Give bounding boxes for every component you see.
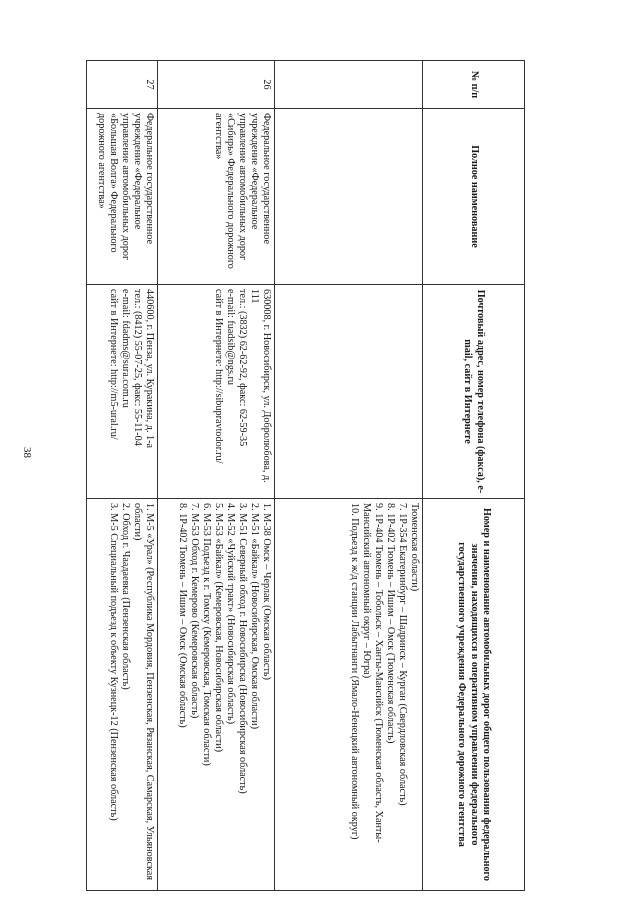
email-line: e-mail: fdadms@sura.com.ru bbox=[119, 289, 131, 408]
email-line: e-mail: fuadsib@ngs.ru bbox=[224, 289, 236, 385]
row-address bbox=[87, 285, 158, 499]
road-item: 1. М-38 Омск – Черлак (Омская область) bbox=[261, 503, 272, 680]
road-item: 7. М-53 Обход г. Кемерово (Кемеровская область) bbox=[188, 503, 200, 719]
road-item: 4. М-52 «Чуйский тракт» (Новосибирская область) bbox=[224, 503, 236, 725]
page-number: 38 bbox=[21, 447, 33, 458]
road-item: 2. Обход г. Чаадаевка (Пензенская область) bbox=[119, 503, 131, 690]
website-line: сайт в Интернете: http://m5-ural.ru/ bbox=[107, 289, 119, 440]
header-address: Почтовый адрес, номер телефона (факса), e-mail, сайт в Интернете bbox=[423, 285, 525, 499]
table-row bbox=[158, 61, 275, 891]
road-item: 8. 1Р-402 Тюмень – Ишим – Омск (Тюменская область) bbox=[384, 503, 396, 744]
phone-line: тел.: (3832) 62-62-92, факс: 62-59-35 bbox=[236, 289, 248, 447]
website-line: сайт в Интернете: http://sibupravtodor.ru/ bbox=[212, 289, 224, 464]
row-name bbox=[275, 109, 423, 285]
road-item: 1. М-5 «Урал» (Республика Мордовия, Пензенская, Рязанская, Самарская, Ульяновская области) bbox=[131, 503, 155, 881]
row-roads bbox=[87, 499, 158, 891]
row-num bbox=[275, 61, 423, 109]
row-num: 26 bbox=[158, 61, 275, 109]
rotated-page bbox=[87, 60, 525, 890]
road-item: 7. 1Р-354 Екатеринбург – Шадринск – Курган (Свердловская область) bbox=[396, 503, 408, 806]
agencies-table bbox=[86, 60, 525, 891]
header-roads: Номер и наименование автомобильных дорог общего пользования федерального значения, находящихся в оперативном управлении федерального государственного учреждения Федерального дорожного агентства bbox=[423, 499, 525, 891]
address-line: 440600, г. Пенза, ул. Куракина, д. 1-а bbox=[144, 289, 155, 449]
road-item: 6. М-53 Подъезд к г. Томску (Кемеровская, Томская области) bbox=[200, 503, 212, 766]
row-name: Федеральное государственное учреждение «Федеральное управление автомобильных дорог «Большая Волга» Федерального дорожного агентства» bbox=[87, 109, 158, 285]
row-num: 27 bbox=[87, 61, 158, 109]
road-item: 8. 1Р-402 Тюмень – Ишим – Омск (Омская область) bbox=[176, 503, 188, 728]
road-item: 2. М-51 «Байкал» (Новосибирская, Омская области) bbox=[248, 503, 260, 729]
table-row bbox=[275, 61, 423, 891]
table-header-row bbox=[423, 61, 525, 891]
table-row bbox=[87, 61, 158, 891]
road-item: Тюменская области) bbox=[409, 503, 420, 592]
header-num: № п/п bbox=[423, 61, 525, 109]
row-roads bbox=[275, 499, 423, 891]
address-line: 630008, г. Новосибирск, ул. Добролюбова, д. 111 bbox=[248, 289, 272, 483]
row-address bbox=[275, 285, 423, 499]
road-item: 5. М-53 «Байкал» (Кемеровская, Новосибирская области) bbox=[212, 503, 224, 753]
road-item: 9. 1Р-404 Тюмень – Тобольск – Ханты-Мансийск (Тюменская область, Ханты-Мансийский автономный округ – Югра) bbox=[360, 503, 384, 843]
phone-line: тел.: (8412) 55-07-25, факс: 55-11-04 bbox=[131, 289, 143, 446]
header-name: Полное наименование bbox=[423, 109, 525, 285]
row-address bbox=[158, 285, 275, 499]
road-item: 10. Подъезд к ж/д станции Лабытнанги (Ямало-Ненецкий автономный округ) bbox=[348, 503, 360, 840]
row-name: Федеральное государственное учреждение «Федеральное управление автомобильных дорог «Сибирь» Федерального дорожного агентства» bbox=[158, 109, 275, 285]
row-roads bbox=[158, 499, 275, 891]
road-item: 3. М-5 Специальный подъезд к объекту Кузнецк-12 (Пензенская область) bbox=[107, 503, 119, 821]
road-item: 3. М-51 Северный обход г. Новосибирска (Новосибирская область) bbox=[236, 503, 248, 794]
